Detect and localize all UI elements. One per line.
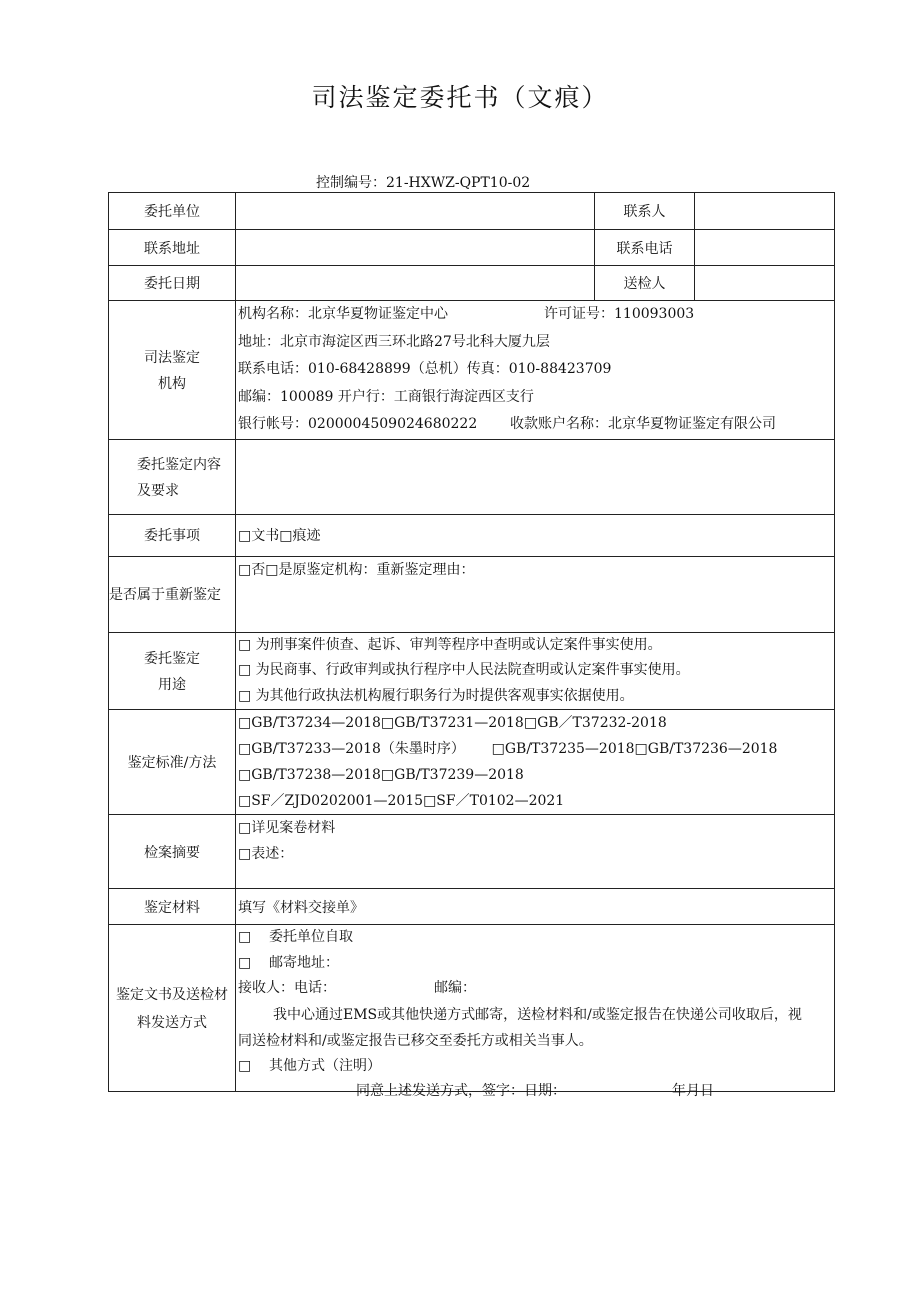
table-row (109, 439, 835, 514)
commission-form-table (108, 192, 835, 1099)
standard-options (236, 710, 835, 815)
institution-account-name: 收款账户名称：北京华夏物证鉴定有限公司 (510, 416, 776, 432)
commission-date-label: 委托日期 (109, 266, 236, 301)
summary-option[interactable]: □详见案卷材料 (238, 820, 336, 836)
institution-bank-account: 银行帐号：0200004509024680222 (238, 416, 478, 432)
control-number: 控制编号：21-HXWZ-QPT10-02 (316, 175, 531, 191)
reappraisal-options[interactable]: □否□是原鉴定机构：重新鉴定理由： (238, 561, 475, 578)
delivery-notice: 我中心通过EMS或其他快递方式邮寄，送检材料和/或鉴定报告在快递公司收取后，视同送检材料和/或鉴定报告已移交至委托方或相关当事人。 (238, 1006, 802, 1049)
table-row (109, 301, 835, 440)
content-label (109, 439, 236, 514)
table-row (109, 266, 835, 301)
reappraisal-label: 是否属于重新鉴定 (109, 556, 236, 632)
delivery-options (236, 925, 835, 1099)
client-unit-label: 委托单位 (109, 193, 236, 230)
table-row (109, 815, 835, 889)
table-row (109, 710, 835, 815)
table-row (109, 925, 835, 1092)
delivery-mail-address[interactable]: □ 邮寄地址： (238, 954, 340, 971)
institution-label-line2: 机构 (158, 375, 186, 392)
contact-phone-field[interactable] (695, 230, 835, 266)
reappraisal-field[interactable] (236, 556, 835, 632)
purpose-label-line2: 用途 (158, 676, 186, 693)
inspector-label: 送检人 (595, 266, 695, 301)
matter-checkboxes[interactable]: □文书□痕迹 (236, 514, 835, 556)
document-title: 司法鉴定委托书（文痕） (311, 83, 609, 112)
institution-label (109, 301, 236, 440)
delivery-postcode: 邮编： (434, 980, 476, 996)
delivery-label (109, 925, 236, 1092)
purpose-option[interactable]: □ 为其他行政执法机构履行职务行为时提供客观事实依据使用。 (238, 687, 634, 704)
delivery-other[interactable]: □ 其他方式（注明） (238, 1057, 382, 1074)
contact-person-label: 联系人 (595, 193, 695, 230)
purpose-option[interactable]: □ 为刑事案件侦查、起诉、审判等程序中查明或认定案件事实使用。 (238, 636, 662, 653)
table-row (109, 230, 835, 266)
table-row (109, 556, 835, 632)
material-label: 鉴定材料 (109, 889, 236, 925)
contact-person-field[interactable] (695, 193, 835, 230)
client-unit-field[interactable] (236, 193, 595, 230)
institution-address: 地址：北京市海淀区西三环北路27号北科大厦九层 (238, 333, 550, 350)
purpose-label (109, 632, 236, 710)
delivery-self-pickup[interactable]: □ 委托单位自取 (238, 929, 354, 945)
standard-option[interactable]: □SF／ZJD0202001—2015□SF／T0102—2021 (238, 793, 565, 809)
standard-option[interactable]: □GB/T37233—2018（朱墨时序） □GB/T37235—2018□GB/T37236—2018 (238, 741, 778, 757)
purpose-option[interactable]: □ 为民商事、行政审判或执行程序中人民法院查明或认定案件事实使用。 (238, 662, 690, 678)
summary-label: 检案摘要 (109, 815, 236, 889)
inspector-field[interactable] (695, 266, 835, 301)
contact-phone-label: 联系电话 (595, 230, 695, 266)
standard-label: 鉴定标准/方法 (109, 710, 236, 815)
material-value: 填写《材料交接单》 (236, 889, 835, 925)
standard-option[interactable]: □GB/T37238—2018□GB/T37239—2018 (238, 767, 524, 783)
delivery-receiver: 接收人：电话： (238, 980, 336, 996)
delivery-label-line2: 料发送方式 (137, 1015, 207, 1031)
delivery-date-suffix: 年月日 (672, 1083, 714, 1099)
institution-phone: 联系电话：010-68428899（总机）传真：010-88423709 (238, 361, 612, 377)
summary-option[interactable]: □表述： (238, 846, 294, 862)
content-field[interactable] (236, 439, 835, 514)
standard-option[interactable]: □GB/T37234—2018□GB/T37231—2018□GB／T37232-2018 (238, 715, 667, 731)
institution-info (236, 301, 835, 440)
table-row (109, 889, 835, 925)
delivery-agree: 同意上述发送方式，签字：日期： (356, 1083, 566, 1099)
purpose-options (236, 632, 835, 710)
purpose-label-line1: 委托鉴定 (144, 650, 200, 667)
table-row (109, 193, 835, 230)
summary-options (236, 815, 835, 889)
institution-license: 许可证号：110093003 (544, 306, 695, 322)
commission-date-field[interactable] (236, 266, 595, 301)
content-label-line2: 及要求 (137, 482, 179, 499)
contact-address-field[interactable] (236, 230, 595, 266)
content-label-line1: 委托鉴定内容 (137, 456, 221, 473)
institution-label-line1: 司法鉴定 (144, 349, 200, 366)
delivery-label-line1: 鉴定文书及送检材 (116, 987, 228, 1003)
table-row (109, 632, 835, 710)
table-row (109, 514, 835, 556)
contact-address-label: 联系地址 (109, 230, 236, 266)
institution-name: 机构名称：北京华夏物证鉴定中心 (238, 306, 448, 322)
institution-postcode-bank: 邮编：100089 开户行：工商银行海淀西区支行 (238, 388, 534, 405)
matter-label: 委托事项 (109, 514, 236, 556)
